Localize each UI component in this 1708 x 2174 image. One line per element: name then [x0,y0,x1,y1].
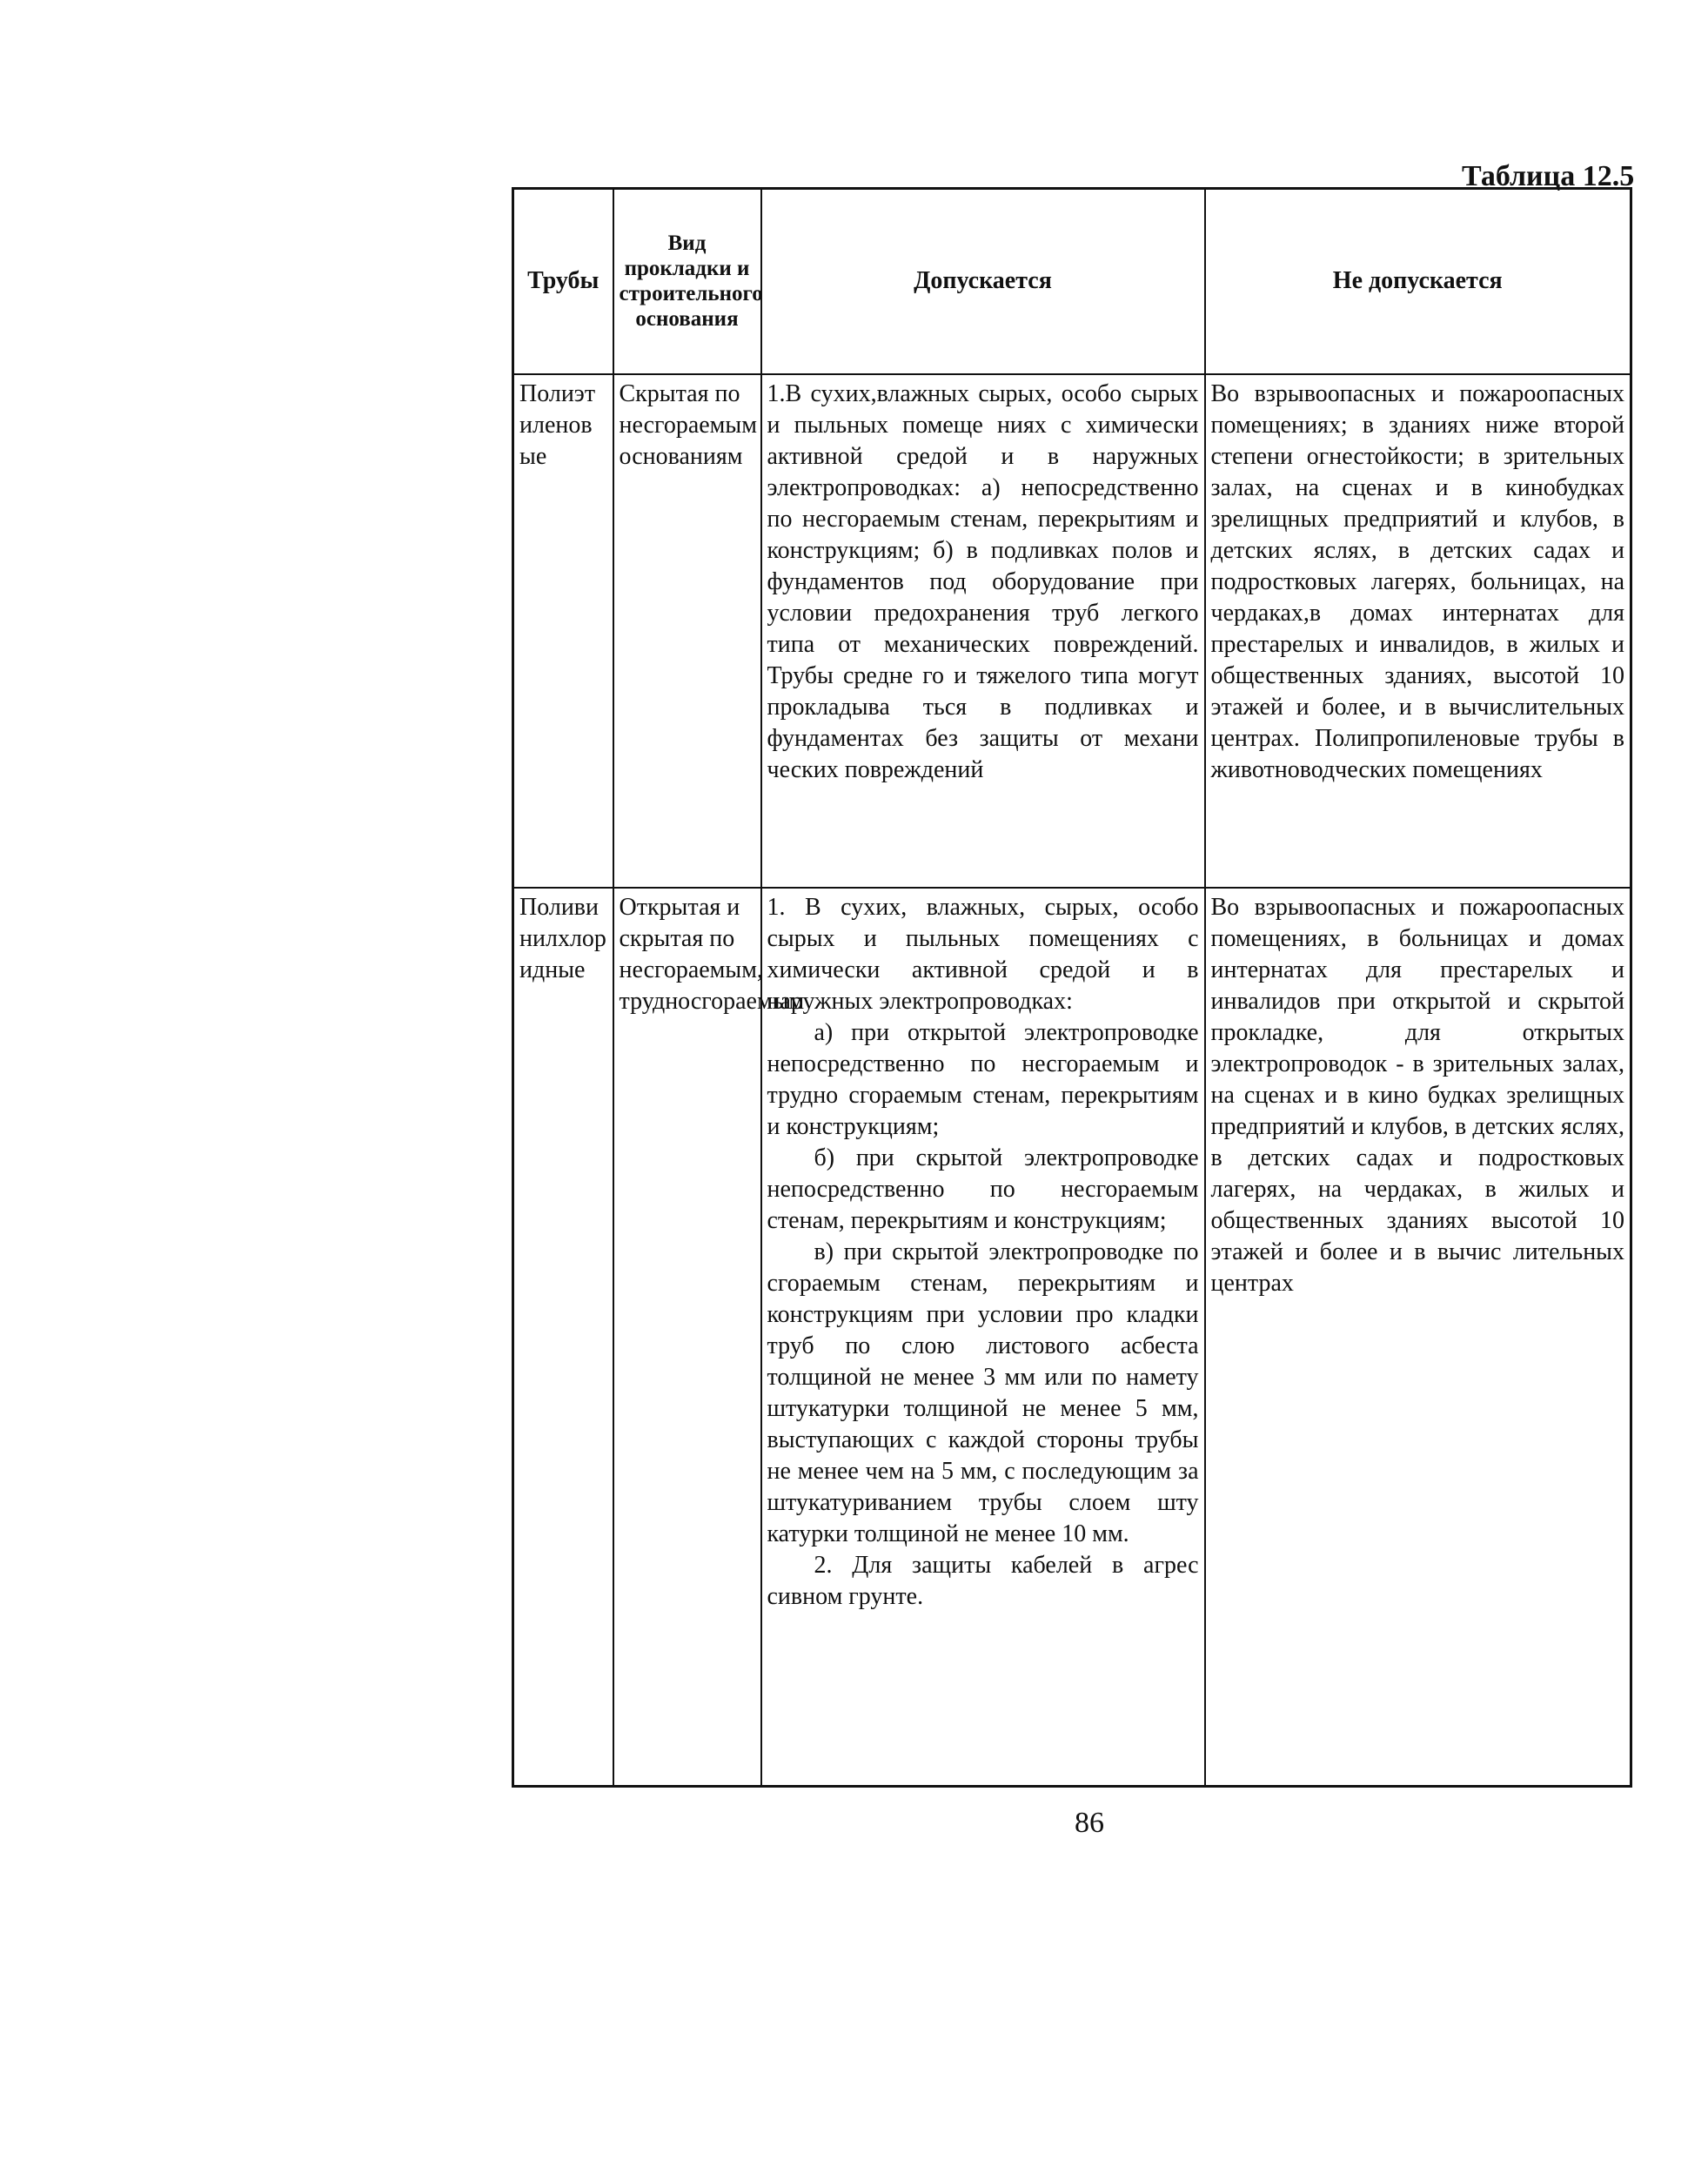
allowed-paragraph: б) при скрытой электропроводке непосредственно по несгораемым стенам, перекрытиям и конструкциям; [767,1144,1199,1234]
table-caption: Таблица 12.5 [1462,160,1635,192]
cell-pipe-type: Полиэтиленовые [513,374,613,888]
cell-laying-type: Открытая и скрытая по несгораемым, трудносгораемым [613,888,761,1787]
allowed-paragraph: в) при скрытой электропроводке по сгораемым стенам, перекрытиям и конструкциям при условии про кладки труб по слою листового асбеста толщиной не менее 3 мм или по намету штукатурки толщиной не менее 5 мм, выступающих с каждой стороны трубы не менее чем на 5 мм, с последующим за штукатуриванием трубы слоем шту катурки толщиной не менее 10 мм. [767,1238,1199,1547]
allowed-paragraph: 1.В сухих,влажных сырых, особо сырых и пыльных помеще ниях с химически активной средой и в наружных электропроводках: а) непосредственно по несгораемым стенам, перекрытиям и конструкциям; б) в подливках полов и фундаментов под оборудование при условии предохранения труб легкого типа от механических повреждений. Трубы средне го и тяжелого типа могут прокладыва ться в подливках и фундаментах без защиты от механи ческих повреждений [767,379,1199,783]
cell-laying-type: Скрытая по несгораемым основаниям [613,374,761,888]
table-row [513,374,1631,888]
cell-allowed [761,888,1205,1787]
cell-allowed [761,374,1205,888]
allowed-paragraph: 2. Для защиты кабелей в агрес сивном грунте. [767,1551,1199,1610]
table-header-row [513,189,1631,374]
pipes-table-container [512,187,1630,1788]
header-laying-type: Вид прокладки и строительного основания [613,189,761,374]
header-pipes: Трубы [513,189,613,374]
allowed-paragraph: 1. В сухих, влажных, сырых, особо сырых и пыльных помещениях с химически активной средой и в наружных электропроводках: [767,893,1199,1015]
page-number: 86 [1075,1807,1104,1839]
header-allowed: Допускается [761,189,1205,374]
header-not-allowed: Не допускается [1205,189,1631,374]
cell-not-allowed: Во взрывоопасных и пожароопасных помещениях; в зданиях ниже второй степени огнестойкости; в зрительных залах, на сценах и в кинобудках зрелищных предприятий и клубов, в детских яслях, в детских садах и подростковых лагерях, больницах, на чердаках,в домах интернатах для престарелых и инвалидов, в жилых и общественных зданиях, высотой 10 этажей и более, и в вычислительных центрах. Полипропиленовые трубы в животноводческих помещениях [1205,374,1631,888]
pipes-table [512,187,1632,1788]
table-row [513,888,1631,1787]
cell-not-allowed: Во взрывоопасных и пожароопасных помещениях, в больницах и домах интернатах для престарелых и инвалидов при открытой и скрытой прокладке, для открытых электропроводок - в зрительных залах, на сценах и в кино будках зрелищных предприятий и клубов, в детских яслях, в детских садах и подростковых лагерях, на чердаках, в жилых и общественных зданиях высотой 10 этажей и более и в вычис лительных центрах [1205,888,1631,1787]
allowed-paragraph: а) при открытой электропроводке непосредственно по несгораемым и трудно сгораемым стенам, перекрытиям и конструкциям; [767,1018,1199,1140]
cell-pipe-type: Поливинилхлоридные [513,888,613,1787]
